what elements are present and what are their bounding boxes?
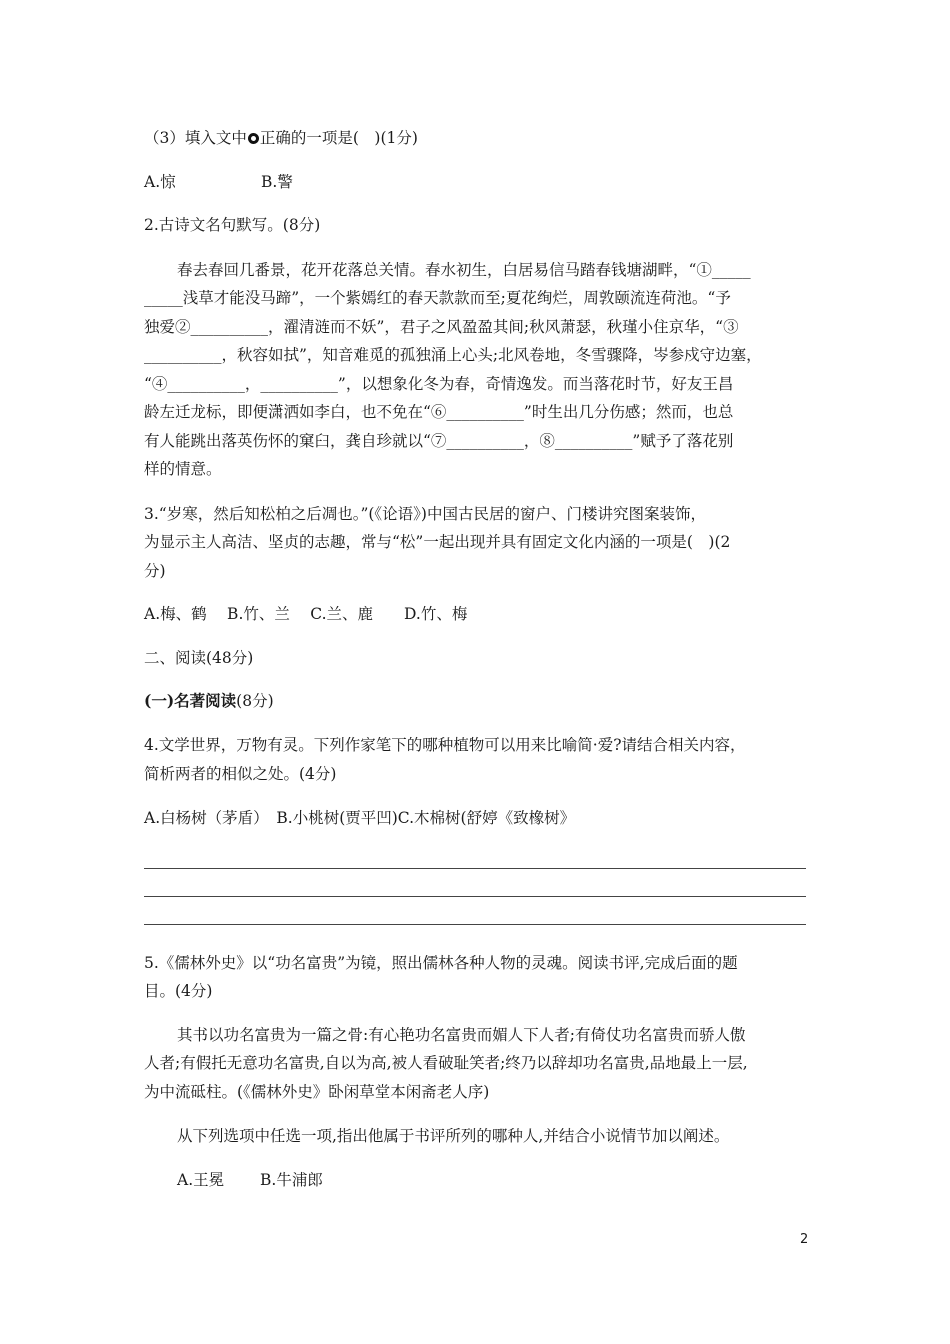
q5-quote-line-2: 人者;有假托无意功名富贵,自以为高,被人看破耻笑者;终乃以辞却功名富贵,品地最上一层, (144, 1054, 748, 1072)
q2-line-6: 龄左迁龙标，即便潇洒如李白，也不免在“⑥__________”时生出几分伤感；然而，也总 (144, 403, 734, 421)
section-2-title: 二、阅读(48分) (144, 649, 254, 667)
q1-3-option-a: A.惊 (144, 173, 176, 191)
section-2-subtitle-bold: (一)名著阅读 (144, 691, 237, 710)
q5-quote-line-3: 为中流砥柱。(《儒林外史》卧闲草堂本闲斋老人序) (144, 1083, 490, 1101)
answer-line-3[interactable] (144, 924, 806, 925)
q1-3-option-b: B.警 (261, 173, 293, 191)
q2-line-8: 样的情意。 (144, 460, 222, 478)
section-2-subtitle-score: (8分) (236, 692, 274, 710)
q5-line-1: 5.《儒林外史》以“功名富贵”为镜，照出儒林各种人物的灵魂。阅读书评,完成后面的题 (144, 954, 738, 972)
q4-options: A.白杨树（茅盾） B.小桃树(贾平凹)C.木棉树(舒婷《致橡树》 (144, 809, 576, 827)
answer-line-1[interactable] (144, 868, 806, 869)
q3-line-1: 3.“岁寒，然后知松柏之后凋也。”(《论语》)中国古民居的窗户、门楼讲究图案装饰， (144, 505, 706, 523)
q4-line-2: 简析两者的相似之处。(4分) (144, 765, 337, 783)
q2-line-2: _____浅草才能没马蹄”，一个紫嫣红的春天款款而至;夏花绚烂，周敦颐流连荷池。“予 (144, 289, 731, 307)
q2-line-7: 有人能跳出落英伤怀的窠臼，龚自珍就以“⑦__________，⑧__________”赋予了落花别 (144, 432, 734, 450)
q2-title: 2.古诗文名句默写。(8分) (144, 216, 321, 234)
q1-3-options (144, 172, 444, 192)
q1-3-stem (144, 128, 418, 148)
answer-line-2[interactable] (144, 896, 806, 897)
q1-3-prefix: （3）填入文中 (144, 129, 247, 147)
q4-line-1: 4.文学世界，万物有灵。下列作家笔下的哪种植物可以用来比喻简·爱?请结合相关内容， (144, 736, 746, 754)
q3-line-3: 分) (144, 562, 166, 580)
q3-line-2: 为显示主人高洁、坚贞的志趣，常与“松”一起出现并具有固定文化内涵的一项是( )(2 (144, 533, 731, 551)
q5-line-2: 目。(4分) (144, 982, 213, 1000)
q2-line-1: 春去春回几番景，花开花落总关情。春水初生，白居易信马踏春钱塘湖畔，“①_____ (177, 261, 751, 279)
q5-option-a: A.王冕 (177, 1171, 225, 1189)
q5-option-b: B.牛浦郎 (260, 1171, 323, 1189)
q5-options (177, 1170, 477, 1190)
q5-instruction: 从下列选项中任选一项,指出他属于书评所列的哪种人,并结合小说情节加以阐述。 (177, 1127, 730, 1145)
q2-line-3: 独爱②__________，濯清涟而不妖”，君子之风盈盈其间;秋风萧瑟，秋瑾小住京华，“③ (144, 318, 739, 336)
q2-line-4: __________，秋容如拭”，知音难觅的孤独涌上心头;北风卷地，冬雪骤降，岑参戍守边塞， (144, 346, 762, 364)
q2-line-5: “④__________，__________”，以想象化冬为春，奇情逸发。而当落花时节，好友王昌 (144, 375, 734, 393)
page-number: 2 (800, 1232, 809, 1247)
black-circle-marker-icon (248, 133, 259, 144)
section-2-subtitle (144, 691, 274, 711)
q5-quote-line-1: 其书以功名富贵为一篇之骨:有心艳功名富贵而媚人下人者;有倚仗功名富贵而骄人傲 (177, 1026, 746, 1044)
q3-options: A.梅、鹤 B.竹、兰 C.兰、鹿 D.竹、梅 (144, 605, 468, 623)
q1-3-suffix: 正确的一项是( )(1分) (259, 129, 418, 147)
